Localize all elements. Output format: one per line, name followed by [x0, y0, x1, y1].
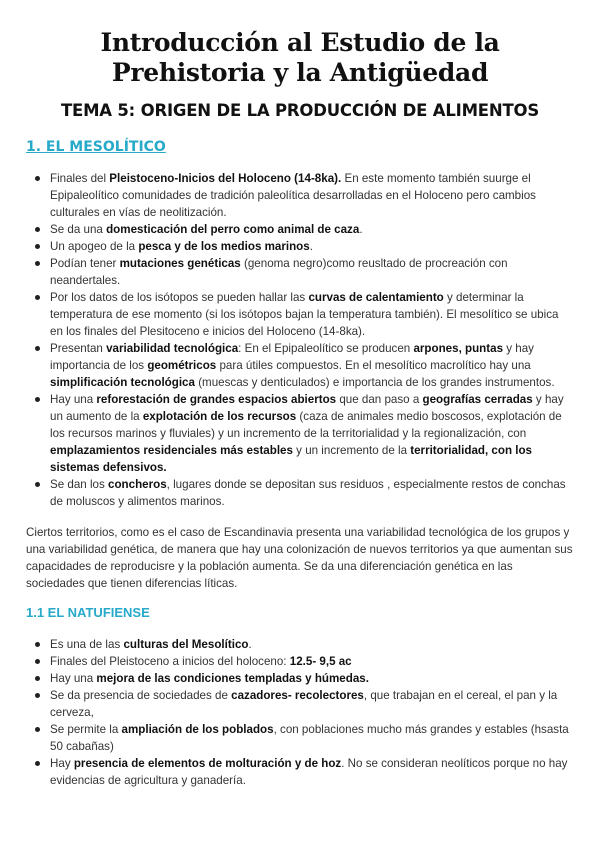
document-subtitle: TEMA 5: ORIGEN DE LA PRODUCCIÓN DE ALIMENTOS: [60, 101, 540, 120]
document-title: Introducción al Estudio de la Prehistoria y la Antigüedad: [100, 28, 500, 87]
list-item: Es una de las culturas del Mesolítico.: [50, 636, 574, 653]
list-item: Se dan los concheros, lugares donde se depositan sus residuos , especialmente restos de conchas de moluscos y alimentos marinos.: [50, 476, 574, 510]
list-item: Finales del Pleistoceno a inicios del holoceno: 12.5- 9,5 ac: [50, 653, 574, 670]
list-item: Hay presencia de elementos de molturación y de hoz. No se consideran neolíticos porque no hay evidencias de agricultura y ganadería.: [50, 755, 574, 789]
natufiense-bullet-list: [26, 636, 574, 789]
mesolitico-bullet-list: [26, 170, 574, 510]
list-item: Hay una mejora de las condiciones templadas y húmedas.: [50, 670, 574, 687]
list-item: Se da una domesticación del perro como animal de caza.: [50, 221, 574, 238]
section-heading-natufiense: 1.1 EL NATUFIENSE: [26, 605, 150, 620]
list-item: Se permite la ampliación de los poblados, con poblaciones mucho más grandes y estables (hsasta 50 cabañas): [50, 721, 574, 755]
list-item: Se da presencia de sociedades de cazadores- recolectores, que trabajan en el cereal, el pan y la cerveza,: [50, 687, 574, 721]
list-item: Un apogeo de la pesca y de los medios marinos.: [50, 238, 574, 255]
list-item: Presentan variabilidad tecnológica: En el Epipaleolítico se producen arpones, puntas y hay importancia de los geométricos para útiles compuestos. En el mesolítico macrolítico hay una simplificación tecnológica (muescas y denticulados) e importancia de los grandes instrumentos.: [50, 340, 574, 391]
section-heading-mesolitico: 1. EL MESOLÍTICO: [26, 139, 166, 155]
list-item: Hay una reforestación de grandes espacios abiertos que dan paso a geografías cerradas y hay un aumento de la explotación de los recursos (caza de animales medio boscosos, explotación de los recursos marinos y fluviales) y un incremento de la territorialidad y la regionalización, con emplazamientos residenciales más estables y un incremento de la territorialidad, con los sistemas defensivos.: [50, 391, 574, 476]
list-item: Por los datos de los isótopos se pueden hallar las curvas de calentamiento y determinar la temperatura de ese momento (si los isótopos bajan la temperatura también). El mesolítico se ubica en los finales del Plesitoceno e inicios del Holoceno (14-8ka).: [50, 289, 574, 340]
escandinavia-paragraph: Ciertos territorios, como es el caso de Escandinavia presenta una variabilidad tecnológica de los grupos y una variabilidad genética, de manera que hay una colonización de nuevos territorios ya que aumentan sus capacidades de reproducisre y la población aumenta. Se da una diferenciación genética en las sociedades que tienen diferencias líticas.: [26, 526, 573, 590]
list-item: Podían tener mutaciones genéticas (genoma negro)como reusltado de procreación con neandertales.: [50, 255, 574, 289]
list-item: Finales del Pleistoceno-Inicios del Holoceno (14-8ka). En este momento también suurge el Epipaleolítico comunidades de tradición paleolítica desarrolladas en el Holoceno pero cambios culturales en vías de neolitización.: [50, 170, 574, 221]
